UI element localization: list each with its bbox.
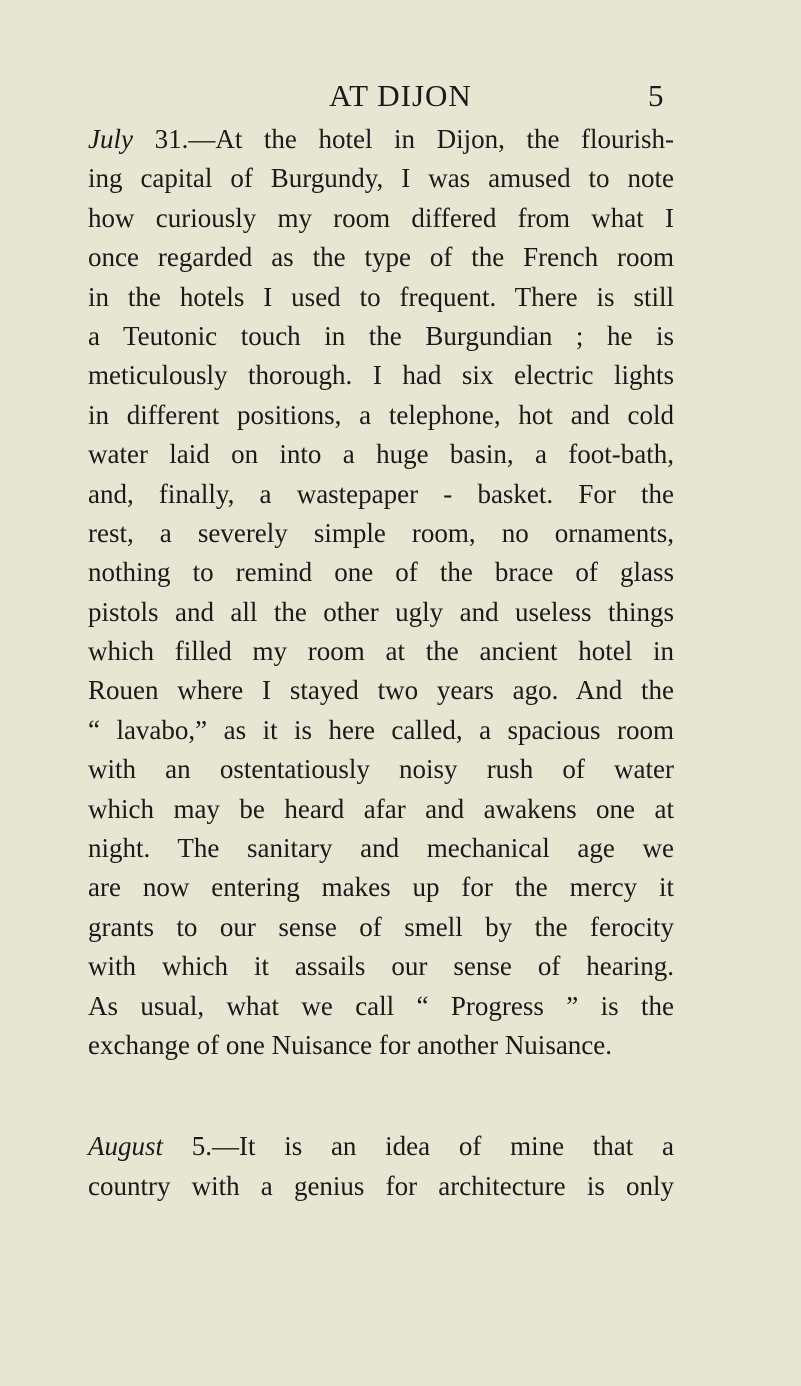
text-line [88,1127,674,1166]
page-number: 5 [648,78,664,113]
entry-date: August [88,1131,164,1162]
text-line: which may be heard afar and awakens one at [88,793,674,824]
text-line: water laid on into a huge basin, a foot-bath, [88,439,674,470]
text-line: nothing to remind one of the brace of glass [88,557,674,588]
paragraph-gap [88,1065,674,1127]
text-line: “ lavabo,” as it is here called, a spacious room [88,714,674,745]
running-title: AT DIJON [329,78,472,113]
text-line: exchange of one Nuisance for another Nuisance. [88,1029,613,1060]
text-line: Rouen where I stayed two years ago. And the [88,675,674,706]
text-line: rest, a severely simple room, no ornaments, [88,517,674,548]
text-line: a Teutonic touch in the Burgundian ; he is [88,320,674,351]
text-line: pistols and all the other ugly and useless things [88,596,674,627]
text-line: meticulously thorough. I had six electric lights [88,360,674,391]
body-text [88,120,674,1206]
line-text: 5.—It is an idea of mine that a [163,1131,674,1162]
text-line: how curiously my room differed from what I [88,202,674,233]
text-line: with an ostentatiously noisy rush of water [88,754,674,785]
text-line: ing capital of Burgundy, I was amused to note [88,163,674,194]
text-line: with which it assails our sense of hearing. [88,951,674,982]
text-line: which filled my room at the ancient hotel in [88,636,674,667]
text-line [88,120,674,159]
entry-date: July [88,124,133,154]
text-line: in the hotels I used to frequent. There is still [88,281,674,312]
text-line: in different positions, a telephone, hot and cold [88,399,674,430]
text-line: country with a genius for architecture is only [88,1170,674,1201]
text-line: once regarded as the type of the French room [88,242,674,273]
line-text: 31.—At the hotel in Dijon, the flourish- [132,124,674,154]
text-line: As usual, what we call “ Progress ” is the [88,990,674,1021]
running-head [0,78,801,122]
text-line: and, finally, a wastepaper - basket. For the [88,478,674,509]
text-line: are now entering makes up for the mercy it [88,872,674,903]
text-line: night. The sanitary and mechanical age we [88,833,674,864]
text-line: grants to our sense of smell by the ferocity [88,911,674,942]
